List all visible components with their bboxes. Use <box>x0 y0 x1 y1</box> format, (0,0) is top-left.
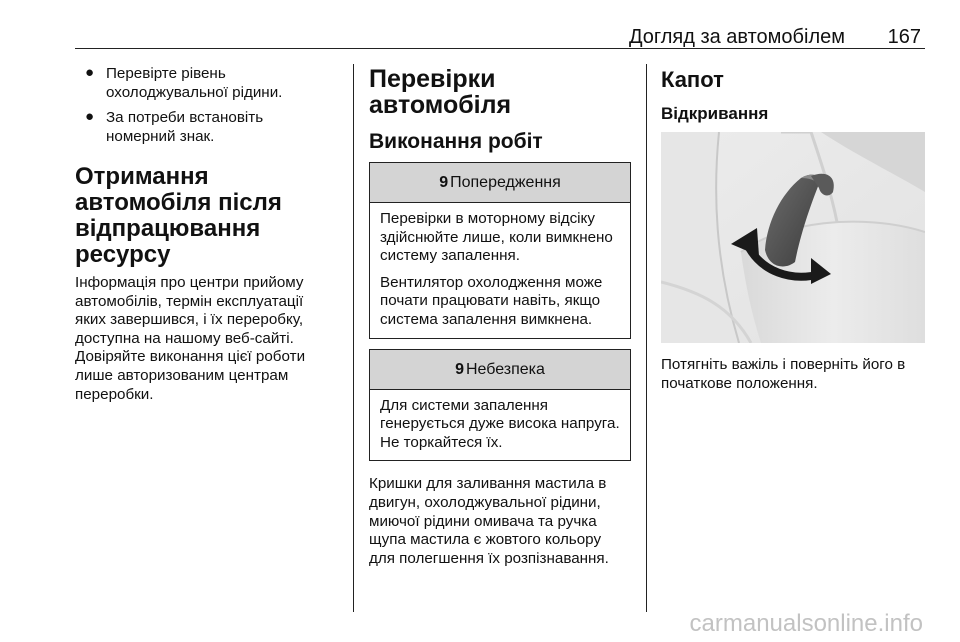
section-heading: Капот <box>661 67 724 92</box>
bullet-icon: ● <box>85 108 95 125</box>
list-item-text: За потреби встановіть номерний знак. <box>106 109 264 145</box>
hood-release-lever-illustration <box>661 132 925 343</box>
warning-paragraph: Вентилятор охолодження може почати працювати навіть, якщо система запалення вимкнена. <box>380 273 603 328</box>
column-left <box>75 64 325 404</box>
paragraph: Інформація про центри прийому автомобілів, термін експлуатації яких завершився, і їх переробку, доступна на нашому веб-сайті. Довіряйте виконання цієї роботи лише авторизованим центрам переробки. <box>75 274 306 403</box>
subsection-heading: Виконання робіт <box>369 130 543 153</box>
danger-label: Небезпека <box>465 360 545 378</box>
page-header <box>75 0 925 49</box>
warning-paragraph: Перевірки в моторному відсіку здійснюйте лише, коли вимкнено систему запалення. <box>380 210 613 265</box>
section-heading: Перевірки автомобіля <box>369 65 512 119</box>
warning-body <box>370 203 630 338</box>
subsection-heading: Відкривання <box>661 104 769 123</box>
warning-box <box>369 162 631 339</box>
list-item-text: Перевірте рівень охолоджувальної рідини. <box>106 65 283 101</box>
danger-paragraph: Для системи запалення генерується дуже висока напруга. Не торкайтеся їх. <box>380 396 620 451</box>
danger-header <box>370 350 630 390</box>
page-number: 167 <box>887 26 921 48</box>
column-divider <box>353 64 354 612</box>
bullet-icon: ● <box>85 64 95 81</box>
column-middle <box>369 66 631 568</box>
list-item <box>75 64 325 102</box>
warning-icon: 9 <box>439 174 449 191</box>
danger-icon: 9 <box>455 360 464 378</box>
paragraph: Кришки для заливання мастила в двигун, охолоджувальної рідини, миючої рідини омивача та ручка щупа мастила є жовтого кольору для полегшення їх розпізнавання. <box>369 475 609 567</box>
column-divider <box>646 64 647 612</box>
warning-header <box>370 163 630 203</box>
illustration-caption: Потягніть важіль і поверніть його в початкове положення. <box>661 356 906 392</box>
warning-label: Попередження <box>450 174 561 191</box>
danger-box <box>369 349 631 462</box>
danger-body <box>370 390 630 461</box>
page-title: Догляд за автомобілем <box>628 26 845 48</box>
section-heading: Отримання автомобіля після відпрацювання ресурсу <box>75 163 282 268</box>
watermark: carmanualsonline.info <box>689 610 923 637</box>
column-right <box>661 68 929 124</box>
list-item <box>75 108 325 146</box>
